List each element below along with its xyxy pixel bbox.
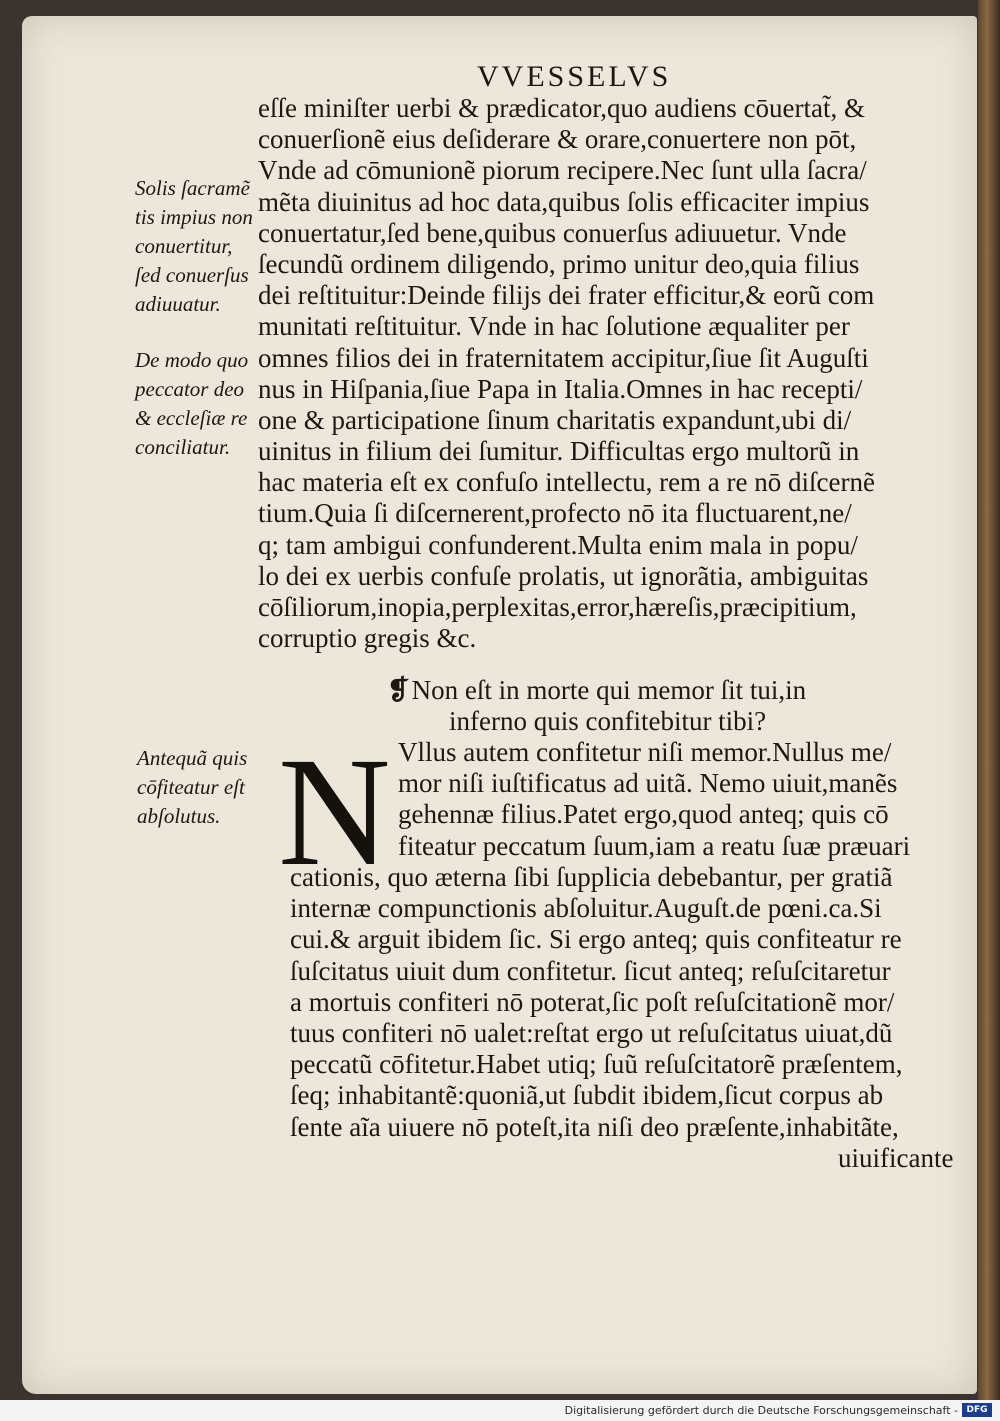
text-line: q; tam ambigui confunderent.Multa enim mala in popu/ (258, 529, 858, 560)
marginal-line: Solis ſacramẽ (135, 176, 250, 200)
text-line: cōſiliorum,inopia,perplexitas,error,hæreſis,præcipitium, (258, 592, 857, 622)
text-line: Vllus autem confitetur niſi memor.Nullus me/ (398, 737, 892, 767)
drop-cap-initial: N (278, 725, 391, 898)
text-line: eſſe miniſter uerbi & prædicator,quo audiens cōuertat̃, & (258, 93, 865, 123)
dfg-logo-icon: DFG (962, 1403, 992, 1417)
footer-bar (0, 1400, 1000, 1421)
verse-quotation (387, 675, 806, 737)
marginal-line: adiuuatur. (135, 292, 221, 316)
pilcrow-icon: ❡ (387, 675, 410, 705)
verse-line (387, 675, 806, 706)
text-line: conuerſionẽ eius deſiderare & orare,conuertere non pōt, (258, 124, 857, 155)
text-line: cui.& arguit ibidem ſic. Si ergo anteq; quis confiteatur re (290, 924, 902, 955)
text-line: gehennæ filius.Patet ergo,quod anteq; quis cō (398, 799, 889, 830)
running-head: VVESSELVS (477, 60, 672, 93)
text-line: dei reſtituitur:Deinde filijs dei frater efficitur,& eorũ com (258, 280, 875, 311)
text-line: omnes filios dei in fraternitatem accipitur,ſiue ſit Auguſti (258, 342, 869, 373)
text-line: ſente aĩa uiuere nō poteſt,ita niſi deo præſente,inhabitãte, (290, 1111, 899, 1142)
text-line: mor niſi iuſtificatus ad uitã. Nemo uiuit,manẽs (398, 768, 898, 799)
text-line: corruptio gregis &c. (258, 623, 477, 654)
text-line: ſecundũ ordinem diligendo, primo unitur deo,quia filius (258, 248, 860, 279)
text-line: one & participatione ſinum charitatis expandunt,ubi di/ (258, 404, 852, 435)
marginal-line: De modo quo (135, 348, 249, 372)
book-page (22, 16, 977, 1394)
marginal-line: abſolutus. (137, 804, 221, 828)
text-line: ſeq; inhabitantẽ:quoniã,ut ſubdit ibidem,ſicut corpus ab (290, 1080, 884, 1111)
text-line: Vnde ad cōmunionẽ piorum recipere.Nec ſunt ulla ſacra/ (258, 155, 867, 186)
funding-credit: Digitalisierung gefördert durch die Deutsche Forschungsgemeinschaft - (564, 1404, 958, 1417)
text-line: munitati reſtituitur. Vnde in hac ſolutione æqualiter per (258, 311, 850, 342)
text-line: tium.Quia ſi diſcernerent,profecto nō ita fluctuarent,ne/ (258, 498, 852, 529)
text-line: hac materia eſt ex confuſo intellectu, rem a re nō diſcernẽ (258, 467, 875, 498)
drop-cap-text-block (398, 737, 910, 862)
verse-line: inferno quis confitebitur tibi? (449, 706, 767, 737)
catchword: uiuificante (838, 1142, 954, 1173)
text-line: fiteatur peccatum ſuum,iam a reatu ſuæ præuari (398, 830, 911, 861)
text-line: peccatũ cōfitetur.Habet utiq; ſuũ reſuſcitatorẽ præſentem, (290, 1049, 903, 1080)
verse-line-text: Non eſt in morte qui memor ſit tui,in (411, 675, 807, 705)
text-line: conuertatur,ſed bene,quibus conuerſus adiuuetur. Vnde (258, 217, 847, 248)
marginal-line: & eccleſiæ re (135, 406, 248, 430)
main-text-block (258, 93, 958, 654)
marginal-line: ſed conuerſus (135, 263, 249, 287)
text-line: a mortuis confiteri nō poterat,ſic poſt reſuſcitationẽ mor/ (290, 986, 895, 1017)
text-line: tuus confiteri nō ualet:reſtat ergo ut reſuſcitatus uiuat,dũ (290, 1018, 893, 1049)
text-line: ſuſcitatus uiuit dum confitetur. ſicut anteq; reſuſcitaretur (290, 955, 891, 986)
marginal-note-reconciliation (135, 346, 248, 462)
marginal-note-absolution (137, 744, 247, 831)
marginal-line: tis impius non (135, 205, 253, 229)
marginal-line: conuertitur, (135, 234, 233, 258)
text-line: mẽta diuinitus ad hoc data,quibus ſolis efficaciter impius (258, 186, 870, 217)
facing-page-edge (978, 0, 1000, 1400)
text-line: internæ compunctionis abſoluitur.Auguſt.de pœni.ca.Si (290, 893, 882, 924)
text-line: uinitus in filium dei ſumitur. Difficultas ergo multorũ in (258, 436, 860, 467)
text-line: lo dei ex uerbis confuſe prolatis, ut ignorãtia, ambiguitas (258, 560, 869, 591)
marginal-line: Antequã quis (137, 746, 248, 770)
marginal-note-sacraments (135, 174, 253, 319)
marginal-line: cōfiteatur eſt (137, 775, 245, 799)
text-line: nus in Hiſpania,ſiue Papa in Italia.Omnes in hac recepti/ (258, 373, 863, 404)
marginal-line: peccator deo (135, 377, 245, 401)
text-line: cationis, quo æterna ſibi ſupplicia debebantur, per gratiã (290, 862, 893, 892)
continuation-text-block (290, 862, 953, 1174)
marginal-line: conciliatur. (135, 435, 231, 459)
